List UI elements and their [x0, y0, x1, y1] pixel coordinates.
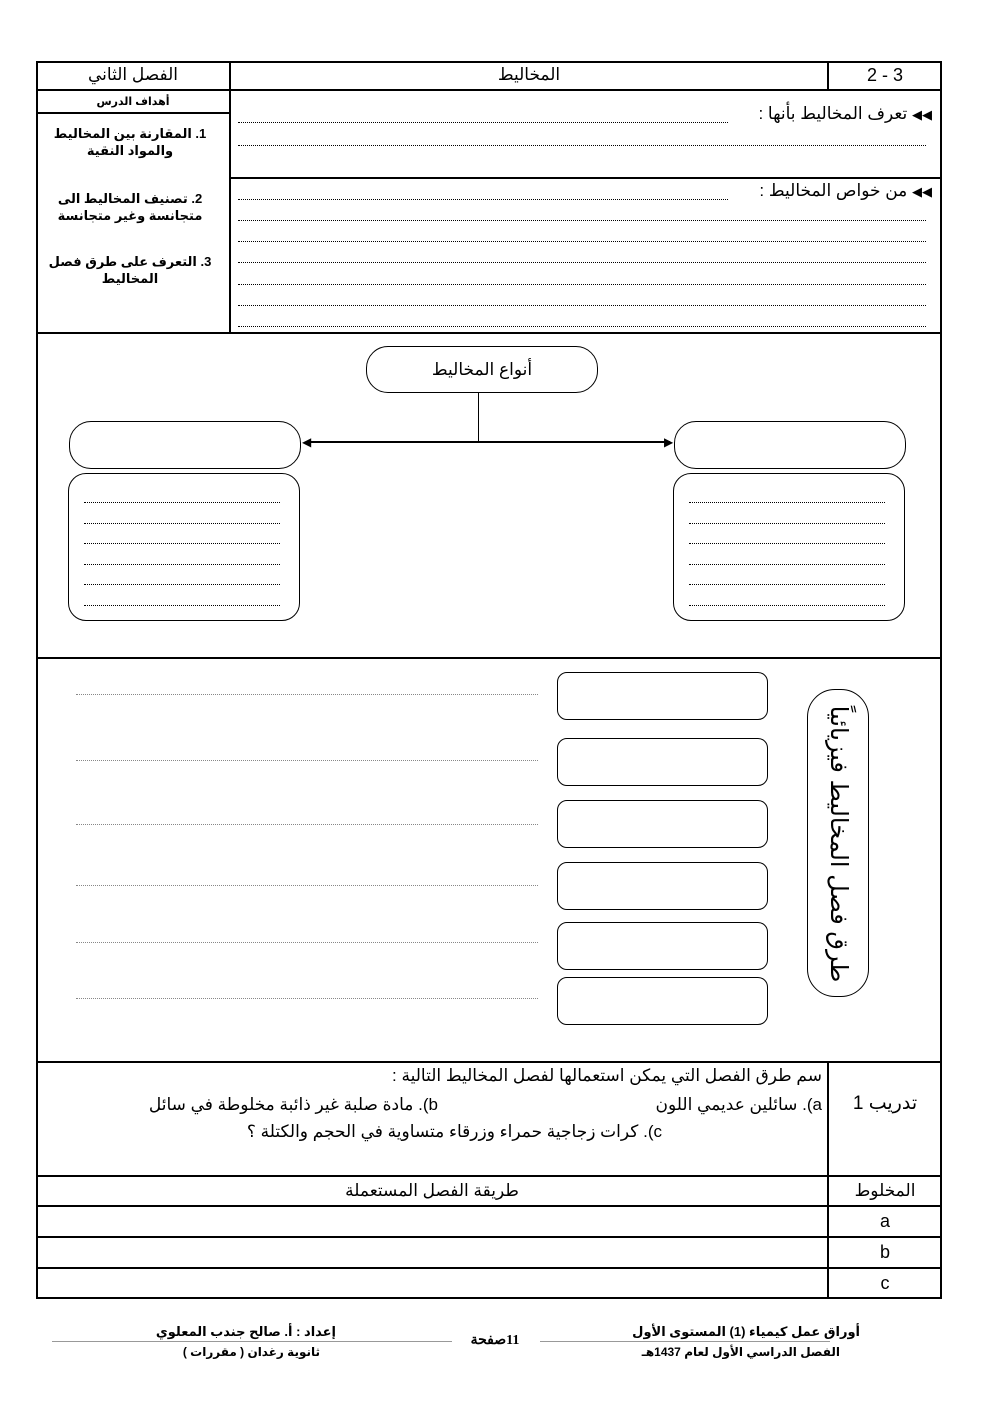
- example-line[interactable]: [689, 564, 885, 565]
- page-title: المخاليط: [497, 65, 561, 84]
- answer-line[interactable]: [238, 284, 926, 285]
- double-arrow-left-icon: ◀◀: [912, 184, 932, 199]
- objective-2: 2. تصنيف المخاليط الى متجانسة وغير متجانسة: [57, 191, 203, 223]
- separation-method-input[interactable]: [557, 922, 768, 970]
- separation-method-input[interactable]: [557, 800, 768, 848]
- separation-note-line[interactable]: [76, 824, 538, 825]
- answer-line[interactable]: [238, 241, 926, 242]
- branch-arrow: [310, 441, 670, 443]
- example-line[interactable]: [84, 543, 280, 544]
- answer-line[interactable]: [238, 199, 728, 200]
- page-number: 11صفحة: [470, 1333, 520, 1348]
- example-line[interactable]: [689, 502, 885, 503]
- example-line[interactable]: [84, 502, 280, 503]
- separation-method-input[interactable]: [557, 672, 768, 720]
- example-line[interactable]: [84, 584, 280, 585]
- answer-line[interactable]: [238, 220, 926, 221]
- arrow-right-icon: ▶: [664, 435, 674, 449]
- example-line[interactable]: [84, 605, 280, 606]
- right-examples-box: [673, 473, 905, 621]
- left-examples-box: [68, 473, 300, 621]
- example-line[interactable]: [689, 584, 885, 585]
- objective-3: 3. التعرف على طرق فصل المخاليط: [48, 254, 212, 286]
- properties-text: من خواص المخاليط :: [759, 181, 908, 200]
- exercise-label: تدريب 1: [852, 1092, 918, 1114]
- separation-note-line[interactable]: [76, 998, 538, 999]
- example-line[interactable]: [689, 543, 885, 544]
- mixture-type-right-input[interactable]: [674, 421, 906, 469]
- answer-line[interactable]: [238, 122, 728, 123]
- answer-line[interactable]: [238, 262, 926, 263]
- separation-note-line[interactable]: [76, 760, 538, 761]
- answer-line[interactable]: [238, 145, 926, 146]
- answer-line[interactable]: [238, 326, 926, 327]
- exercise-item-c: c). كرات زجاجية حمراء وزرقاء متساوية في الحجم والكتلة ؟: [246, 1122, 662, 1141]
- table-row-c: c: [880, 1272, 890, 1293]
- separation-note-line[interactable]: [76, 694, 538, 695]
- table-row-b: b: [879, 1242, 890, 1262]
- table-row-a: a: [879, 1211, 890, 1231]
- mixture-type-left-input[interactable]: [69, 421, 301, 469]
- separation-method-input[interactable]: [557, 738, 768, 786]
- separation-title-box: [807, 689, 869, 997]
- example-line[interactable]: [84, 564, 280, 565]
- exercise-item-b: b). مادة صلبة غير ذائبة مخلوطة في سائل: [148, 1095, 438, 1114]
- double-arrow-left-icon: ◀◀: [912, 107, 932, 122]
- footer-school: ثانوية رغدان ( مقررات ): [182, 1345, 320, 1359]
- table-header-mixture: المخلوط: [854, 1181, 916, 1200]
- footer-course: أوراق عمل كيمياء (1) المستوى الأول: [632, 1324, 860, 1339]
- separation-title: طرق فصل المخاليط فيزيائياً: [825, 705, 853, 983]
- example-line[interactable]: [84, 523, 280, 524]
- exercise-item-a: a). سائلين عديمي اللون: [655, 1095, 822, 1114]
- mixture-types-root: أنواع المخاليط: [366, 346, 598, 393]
- chapter-label: الفصل الثاني: [88, 65, 178, 84]
- footer-author: إعداد : أ. صالح جندب المعلوي: [155, 1324, 336, 1339]
- objectives-heading: أهداف الدرس: [96, 95, 170, 108]
- example-line[interactable]: [689, 605, 885, 606]
- separation-note-line[interactable]: [76, 885, 538, 886]
- footer-term: الفصل الدراسي الأول لعام 1437هـ: [641, 1345, 840, 1359]
- separation-method-input[interactable]: [557, 862, 768, 910]
- definition-question: [600, 104, 932, 124]
- separation-method-input[interactable]: [557, 977, 768, 1025]
- exercise-prompt: سم طرق الفصل التي يمكن استعمالها لفصل المخاليط التالية :: [392, 1066, 822, 1085]
- lesson-number: 2 - 3: [866, 64, 904, 85]
- separation-note-line[interactable]: [76, 942, 538, 943]
- answer-line[interactable]: [238, 305, 926, 306]
- definition-text: تعرف المخاليط بأنها :: [758, 104, 908, 123]
- arrow-left-icon: ◀: [302, 435, 312, 449]
- objective-1: 1. المقارنة بين المخاليط والمواد النقية: [53, 126, 207, 158]
- properties-question: [600, 181, 932, 201]
- table-header-method: طريقة الفصل المستعملة: [345, 1181, 519, 1200]
- example-line[interactable]: [689, 523, 885, 524]
